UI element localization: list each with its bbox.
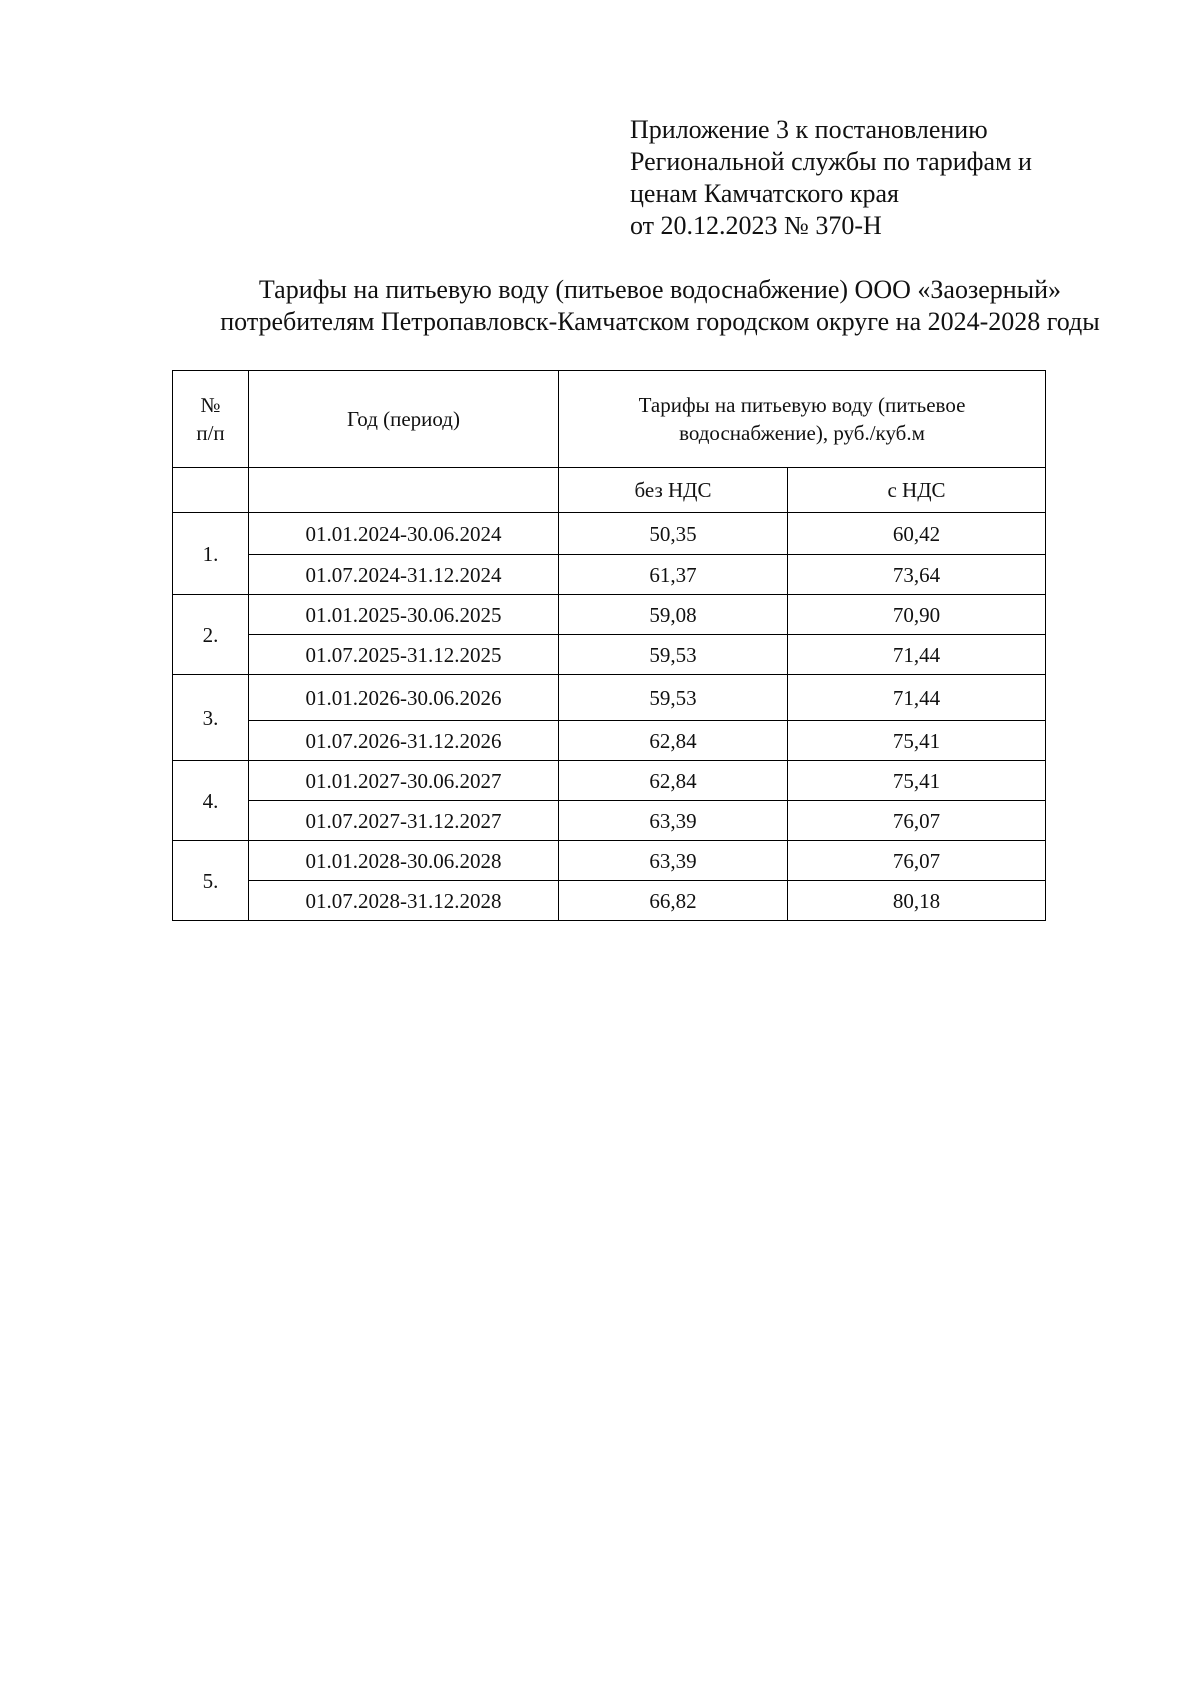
row-period: 01.01.2027-30.06.2027	[249, 761, 559, 801]
table-row	[173, 635, 1046, 675]
row-tariff-no-vat: 62,84	[559, 721, 788, 761]
header-period	[249, 371, 559, 468]
row-number: 4.	[173, 761, 249, 841]
row-period: 01.07.2025-31.12.2025	[249, 635, 559, 675]
row-tariff-no-vat: 63,39	[559, 801, 788, 841]
row-period: 01.07.2024-31.12.2024	[249, 555, 559, 595]
header-number-line-2: п/п	[196, 421, 225, 445]
header-period-label: Год (период)	[347, 407, 460, 431]
table-header-row	[173, 371, 1046, 468]
row-tariff-no-vat: 59,53	[559, 675, 788, 721]
subheader-empty-period	[249, 468, 559, 513]
table-row	[173, 595, 1046, 635]
row-tariff-with-vat: 71,44	[788, 635, 1046, 675]
appendix-line-2: Региональной службы по тарифам и	[630, 147, 1032, 176]
document-title	[130, 274, 1190, 338]
row-tariff-no-vat: 62,84	[559, 761, 788, 801]
appendix-line-3: ценам Камчатского края	[630, 179, 899, 208]
subheader-with-vat: с НДС	[788, 468, 1046, 513]
row-number: 5.	[173, 841, 249, 921]
row-tariff-no-vat: 63,39	[559, 841, 788, 881]
table-row	[173, 881, 1046, 921]
row-period: 01.07.2027-31.12.2027	[249, 801, 559, 841]
table-row	[173, 801, 1046, 841]
title-line-2: потребителям Петропавловск-Камчатском городском округе на 2024-2028 годы	[220, 307, 1100, 336]
header-tariff-line-1: Тарифы на питьевую воду (питьевое	[638, 393, 966, 417]
row-tariff-no-vat: 61,37	[559, 555, 788, 595]
row-tariff-with-vat: 60,42	[788, 513, 1046, 555]
table-row	[173, 675, 1046, 721]
header-tariff-line-2: водоснабжение), руб./куб.м	[679, 421, 925, 445]
table-row	[173, 721, 1046, 761]
row-period: 01.01.2028-30.06.2028	[249, 841, 559, 881]
header-number	[173, 371, 249, 468]
row-number: 1.	[173, 513, 249, 595]
row-period: 01.01.2026-30.06.2026	[249, 675, 559, 721]
header-tariff	[559, 371, 1046, 468]
row-tariff-with-vat: 80,18	[788, 881, 1046, 921]
row-tariff-no-vat: 66,82	[559, 881, 788, 921]
appendix-line-4: от 20.12.2023 № 370-Н	[630, 211, 882, 240]
subheader-no-vat: без НДС	[559, 468, 788, 513]
row-tariff-no-vat: 59,53	[559, 635, 788, 675]
row-number: 2.	[173, 595, 249, 675]
subheader-empty-number	[173, 468, 249, 513]
header-number-line-1: №	[200, 393, 221, 417]
table-row	[173, 513, 1046, 555]
row-period: 01.01.2025-30.06.2025	[249, 595, 559, 635]
row-tariff-with-vat: 73,64	[788, 555, 1046, 595]
row-tariff-no-vat: 50,35	[559, 513, 788, 555]
table-row	[173, 841, 1046, 881]
row-tariff-with-vat: 76,07	[788, 801, 1046, 841]
row-period: 01.07.2026-31.12.2026	[249, 721, 559, 761]
tariff-table	[172, 370, 1046, 921]
row-tariff-with-vat: 75,41	[788, 761, 1046, 801]
row-tariff-no-vat: 59,08	[559, 595, 788, 635]
row-tariff-with-vat: 71,44	[788, 675, 1046, 721]
appendix-reference	[630, 114, 1150, 242]
row-period: 01.01.2024-30.06.2024	[249, 513, 559, 555]
row-number: 3.	[173, 675, 249, 761]
table-row	[173, 555, 1046, 595]
row-tariff-with-vat: 70,90	[788, 595, 1046, 635]
row-tariff-with-vat: 76,07	[788, 841, 1046, 881]
title-line-1: Тарифы на питьевую воду (питьевое водоснабжение) ООО «Заозерный»	[258, 275, 1062, 304]
appendix-line-1: Приложение 3 к постановлению	[630, 115, 988, 144]
row-tariff-with-vat: 75,41	[788, 721, 1046, 761]
table-row	[173, 761, 1046, 801]
row-period: 01.07.2028-31.12.2028	[249, 881, 559, 921]
table-subheader-row	[173, 468, 1046, 513]
